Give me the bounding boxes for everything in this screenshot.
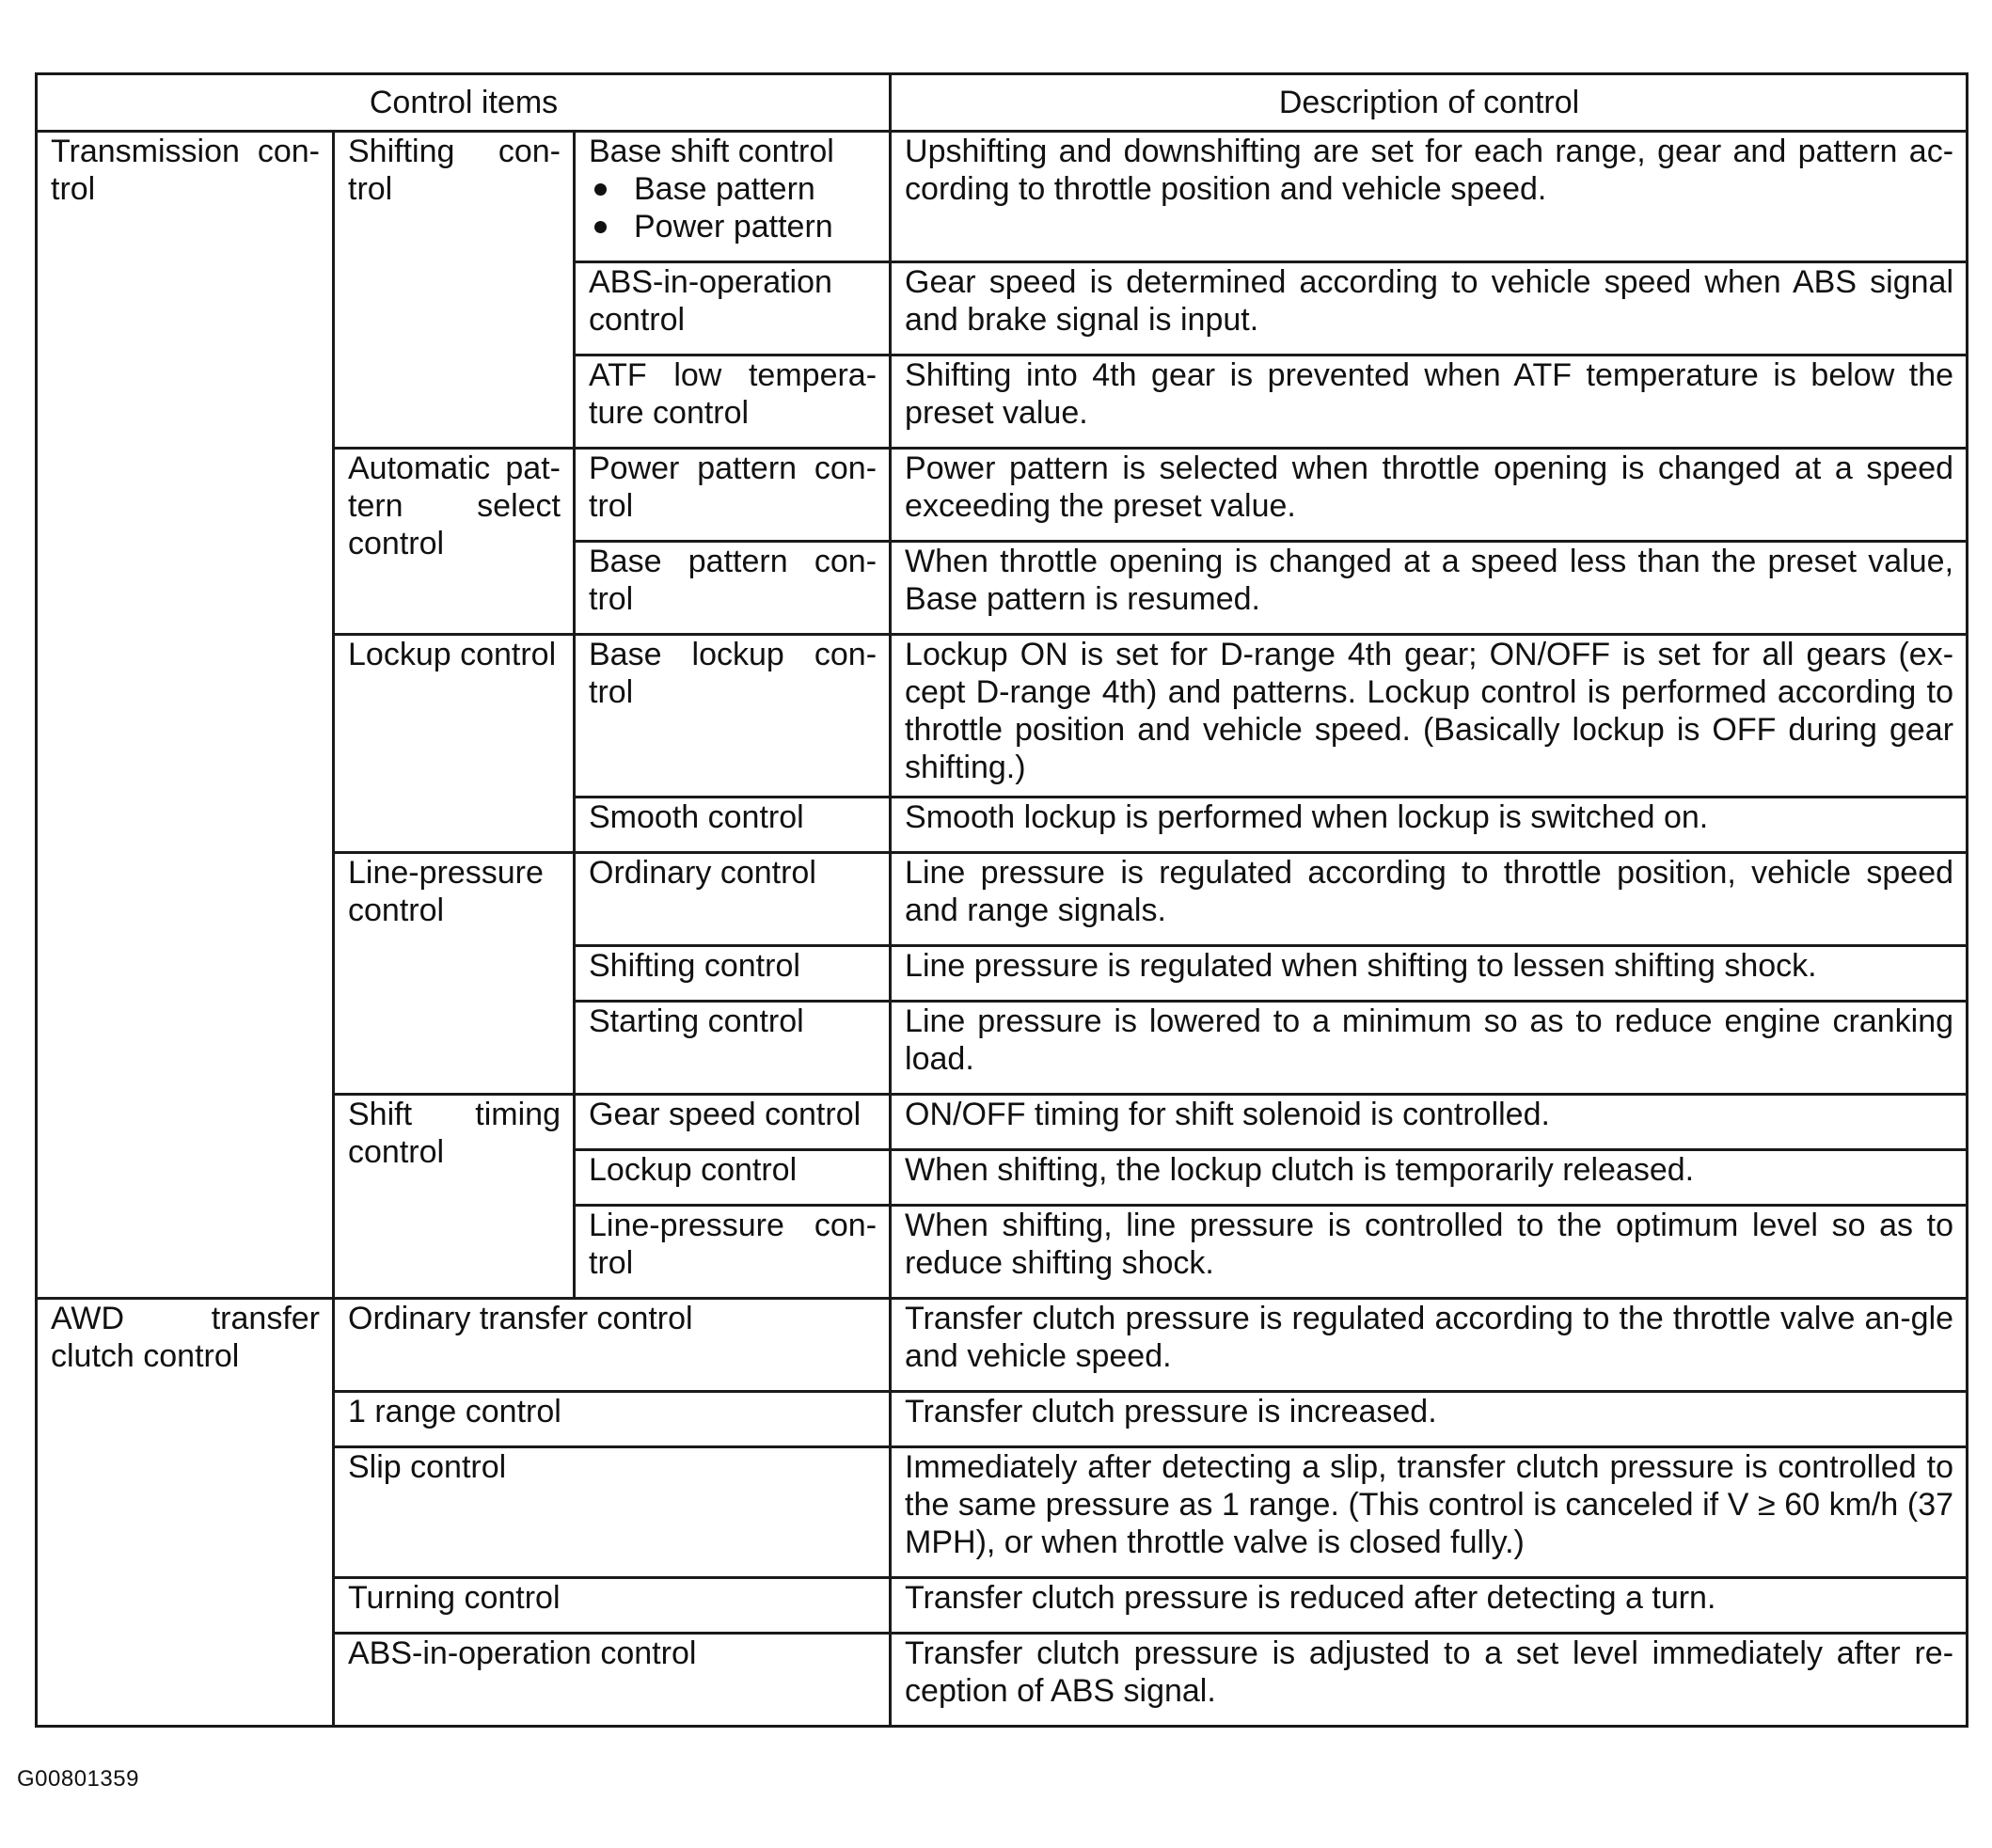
control-description: Transfer clutch pressure is regulated according to the throttle valve an-gle and vehicle speed. — [891, 1299, 1968, 1392]
control-item: Base pattern con-trol — [575, 542, 891, 635]
control-item-label: Base shift control — [589, 134, 834, 169]
control-description: Power pattern is selected when throttle opening is changed at a speed exceeding the preset value. — [891, 449, 1968, 542]
table-row — [37, 1299, 1968, 1392]
control-item: Starting control — [575, 1002, 891, 1095]
control-item: ABS-in-operation control — [334, 1634, 891, 1727]
control-item: Power pattern con-trol — [575, 449, 891, 542]
list-item-label: Base pattern — [634, 171, 815, 207]
table-row — [37, 132, 1968, 262]
control-item — [575, 132, 891, 262]
control-item: Slip control — [334, 1447, 891, 1578]
control-description: Line pressure is lowered to a minimum so as to reduce engine cranking load. — [891, 1002, 1968, 1095]
bullet-icon — [594, 183, 607, 196]
group-transmission-control: Transmission con-trol — [37, 132, 334, 1299]
control-item: Ordinary control — [575, 853, 891, 946]
header-row — [37, 74, 1968, 132]
list-item — [589, 208, 877, 245]
control-description: Gear speed is determined according to vehicle speed when ABS signal and brake signal is input. — [891, 262, 1968, 355]
subgroup-shifting-control: Shifting con-trol — [334, 132, 575, 449]
control-description: When shifting, line pressure is controlled to the optimum level so as to reduce shifting shock. — [891, 1206, 1968, 1299]
control-item: Smooth control — [575, 798, 891, 853]
control-item: Ordinary transfer control — [334, 1299, 891, 1392]
pattern-list — [589, 170, 877, 245]
control-item: Base lockup con-trol — [575, 635, 891, 798]
header-control-items: Control items — [37, 74, 891, 132]
list-item-label: Power pattern — [634, 209, 833, 245]
group-awd-transfer-clutch-control: AWD transfer clutch control — [37, 1299, 334, 1727]
list-item — [589, 170, 877, 208]
control-table — [35, 72, 1968, 1728]
control-description: Transfer clutch pressure is reduced after detecting a turn. — [891, 1578, 1968, 1634]
control-item: ATF low tempera-ture control — [575, 355, 891, 449]
control-item: Gear speed control — [575, 1095, 891, 1150]
control-description: Transfer clutch pressure is adjusted to a set level immediately after re-ception of ABS signal. — [891, 1634, 1968, 1727]
bullet-icon — [594, 221, 607, 233]
figure-code: G00801359 — [17, 1766, 139, 1792]
control-description: Line pressure is regulated when shifting to lessen shifting shock. — [891, 946, 1968, 1002]
control-item: Lockup control — [575, 1150, 891, 1206]
control-description: Smooth lockup is performed when lockup is switched on. — [891, 798, 1968, 853]
control-item: ABS-in-operation control — [575, 262, 891, 355]
subgroup-shift-timing-control: Shift timing control — [334, 1095, 575, 1299]
control-item: Turning control — [334, 1578, 891, 1634]
control-description: Shifting into 4th gear is prevented when ATF temperature is below the preset value. — [891, 355, 1968, 449]
control-description: Line pressure is regulated according to throttle position, vehicle speed and range signals. — [891, 853, 1968, 946]
subgroup-lockup-control: Lockup control — [334, 635, 575, 853]
control-description: When throttle opening is changed at a speed less than the preset value, Base pattern is resumed. — [891, 542, 1968, 635]
header-description: Description of control — [891, 74, 1968, 132]
control-description: When shifting, the lockup clutch is temporarily released. — [891, 1150, 1968, 1206]
control-item: Shifting control — [575, 946, 891, 1002]
control-description: Transfer clutch pressure is increased. — [891, 1392, 1968, 1447]
control-item: Line-pressure con-trol — [575, 1206, 891, 1299]
control-description: Upshifting and downshifting are set for each range, gear and pattern ac-cording to throttle position and vehicle speed. — [891, 132, 1968, 262]
control-description: Immediately after detecting a slip, transfer clutch pressure is controlled to the same pressure as 1 range. (This control is canceled if V ≥ 60 km/h (37 MPH), or when throttle valve is closed fully.) — [891, 1447, 1968, 1578]
control-item: 1 range control — [334, 1392, 891, 1447]
subgroup-line-pressure-control: Line-pressure control — [334, 853, 575, 1095]
control-description: ON/OFF timing for shift solenoid is controlled. — [891, 1095, 1968, 1150]
control-description: Lockup ON is set for D-range 4th gear; ON/OFF is set for all gears (ex-cept D-range 4th) and patterns. Lockup control is performed according to throttle position and vehicle speed. (Basically lockup is OFF during gear shifting.) — [891, 635, 1968, 798]
subgroup-automatic-pattern-select-control: Automatic pat-tern select control — [334, 449, 575, 635]
